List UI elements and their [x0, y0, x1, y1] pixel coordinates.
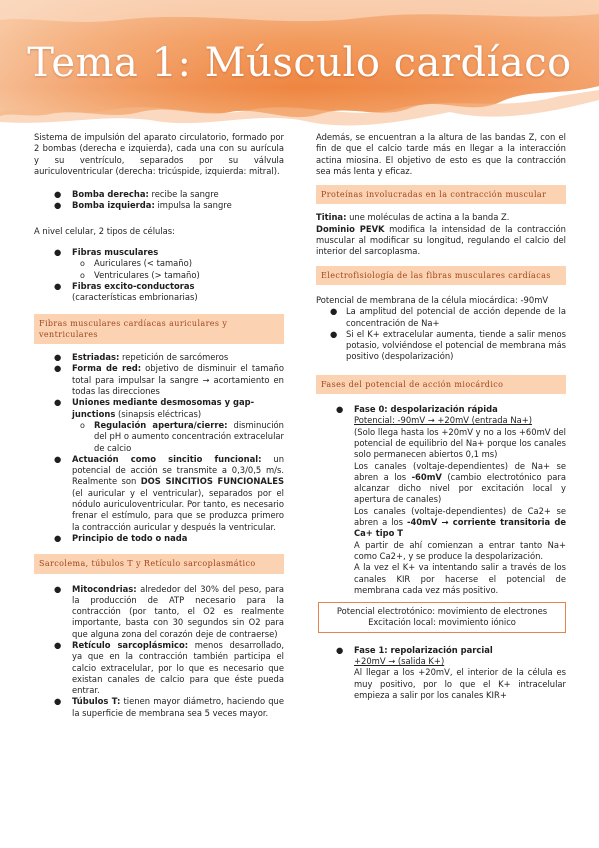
section-header: Fibras musculares cardíacas auriculares y ventriculares	[34, 314, 284, 345]
bandas-paragraph: Además, se encuentran a la altura de las bandas Z, con el fin de que el calcio tarde más en llegar a la interacción actina miosina. El objetivo de esto es que la contracción sea más lenta y eficaz.	[316, 132, 566, 176]
list-item: ● Estriadas: repetición de sarcómeros	[54, 352, 229, 363]
bullet-icon: ●	[54, 639, 62, 650]
titina-text: Titina: une moléculas de actina a la banda Z.	[316, 212, 510, 223]
electro-list	[316, 306, 566, 362]
list-item: ● Principio de todo o nada	[54, 532, 188, 543]
list-item: o Regulación apertura/cierre: disminución del pH o aumento concentración extracelular de calcio	[80, 419, 284, 453]
bullet-icon: ●	[336, 644, 344, 655]
bullet-icon: ●	[54, 397, 62, 408]
nivel-text: A nivel celular, 2 tipos de células:	[34, 225, 175, 236]
list-item: ● Uniones mediante desmosomas y gap-junctions (sinapsis eléctricas)	[54, 397, 255, 419]
bombas-list	[34, 189, 284, 212]
list-item: ● Forma de red: objetivo de disminuir el tamaño total para impulsar la sangre → acortamiento en todas las direcciones	[54, 363, 284, 397]
list-item: ● Mitocondrias: alrededor del 30% del peso, para la producción de ATP necesario para la contracción (por tanto, el O2 es realmente importante, basta con 30 segundos sin O2 para que alguna zona del corazón deje de contraerse)	[54, 583, 284, 639]
tipos-list	[34, 247, 284, 303]
list-item: ● Fase 1: repolarización parcial +20mV → (salida K+) Al llegar a los +20mV, el interior de la célula es muy positivo, por lo que el K+ intracelular empieza a salir por los canales KIR+	[336, 644, 566, 700]
section-header: Fases del potencial de acción miocárdico	[316, 375, 566, 394]
section-header: Sarcolema, túbulos T y Retículo sarcoplasmático	[34, 554, 284, 573]
right-column	[316, 132, 566, 701]
pevk-text: Dominio PEVK modifica la intensidad de la contracción muscular al modificar su longitud, regulando el calcio del interior del sarcoplasma.	[316, 223, 566, 257]
fase1-list	[316, 645, 566, 701]
bullet-icon: ●	[54, 363, 62, 374]
bullet-icon: ●	[54, 200, 62, 211]
list-item: ● Túbulos T: tienen mayor diámetro, haciendo que la superficie de membrana sea 5 veces mayor.	[54, 696, 285, 718]
circle-bullet-icon: o	[80, 420, 85, 430]
potencial-text: Potencial de membrana de la célula miocárdica: -90mV	[316, 294, 549, 305]
bullet-icon: ●	[54, 453, 62, 464]
bullet-icon: ●	[54, 189, 62, 200]
watercolor-banner	[0, 0, 599, 140]
bullet-icon: ●	[336, 404, 344, 415]
list-item: ● Bomba derecha: recibe la sangre	[54, 189, 219, 200]
bullet-icon: ●	[54, 352, 62, 363]
page-title: Tema 1: Músculo cardíaco	[27, 40, 572, 86]
definitions-box: Potencial electrotónico: movimiento de electrones Excitación local: movimiento iónico	[318, 602, 566, 633]
list-item: o Ventriculares (> tamaño)	[80, 269, 200, 280]
fibras-list	[34, 352, 284, 544]
left-column	[34, 132, 284, 719]
intro-paragraph: Sistema de impulsión del aparato circulatorio, formado por 2 bombas (derecha e izquierda), cada una con su aurícula y su ventrículo, separados por su válvula auriculoventricular (derecha: tricúspide, izquierda: mitral).	[34, 132, 284, 176]
list-item: ● Actuación como sincitio funcional: un potencial de acción se transmite a 0,3/0,5 m/s. Realmente son DOS SINCITIOS FUNCIONALES (el auricular y el ventricular), separados por el nódulo auriculoventricular. Por tanto, es necesario frenar el estímulo, para que se produzca primero la contracción auricular y después la ventricular.	[54, 453, 284, 532]
list-item: ● Fibras musculares	[54, 247, 159, 258]
bullet-icon: ●	[54, 247, 62, 258]
list-item: o Auriculares (< tamaño)	[80, 258, 192, 269]
list-item: ● Bomba izquierda: impulsa la sangre	[54, 200, 232, 211]
sarcolema-list	[34, 584, 284, 720]
fases-list	[316, 404, 566, 596]
section-header: Proteínas involucradas en la contracción muscular	[316, 185, 566, 204]
bullet-icon: ●	[330, 328, 338, 339]
list-item: ● Si el K+ extracelular aumenta, tiende a salir menos potasio, volviéndose el potencial de membrana más positivo (despolarización)	[330, 328, 566, 362]
bullet-icon: ●	[54, 280, 62, 291]
circle-bullet-icon: o	[80, 259, 85, 269]
list-item: ● Retículo sarcoplásmico: menos desarrollado, ya que en la contracción también participa el calcio extracelular, por lo que es necesario que existan canales de calcio para que éste pueda entrar.	[54, 639, 284, 696]
section-header: Electrofisiología de las fibras musculares cardíacas	[316, 266, 566, 285]
bullet-icon: ●	[54, 532, 62, 543]
bullet-icon: ●	[330, 306, 338, 317]
list-item: ● Fibras excito-conductoras (características embrionarias)	[54, 280, 198, 303]
circle-bullet-icon: o	[80, 270, 85, 280]
bullet-icon: ●	[54, 696, 62, 707]
list-item: ● Fase 0: despolarización rápida Potencial: -90mV → +20mV (entrada Na+) (Solo llega hasta los +20mV y no a los +60mV del potencial de equilibrio del Na+ porque los canales solo permanecen abiertos 0,1 ms) Los canales (voltaje-dependientes) de Na+ se abren a los -60mV (cambio electrotónico para alcanzar dicho nivel por excitación local y apertura de canales) Los canales (voltaje-dependientes) de Ca2+ se abren a los -40mV → corriente transitoria de Ca+ tipo T A partir de ahí comienzan a entrar tanto Na+ como Ca2+, y se produce la despolarización. A la vez el K+ va intentando salir a través de los canales KIR por hacerse el potencial de membrana cada vez más positivo.	[336, 404, 566, 595]
bullet-icon: ●	[54, 583, 62, 594]
list-item: ● La amplitud del potencial de acción depende de la concentración de Na+	[330, 306, 566, 328]
